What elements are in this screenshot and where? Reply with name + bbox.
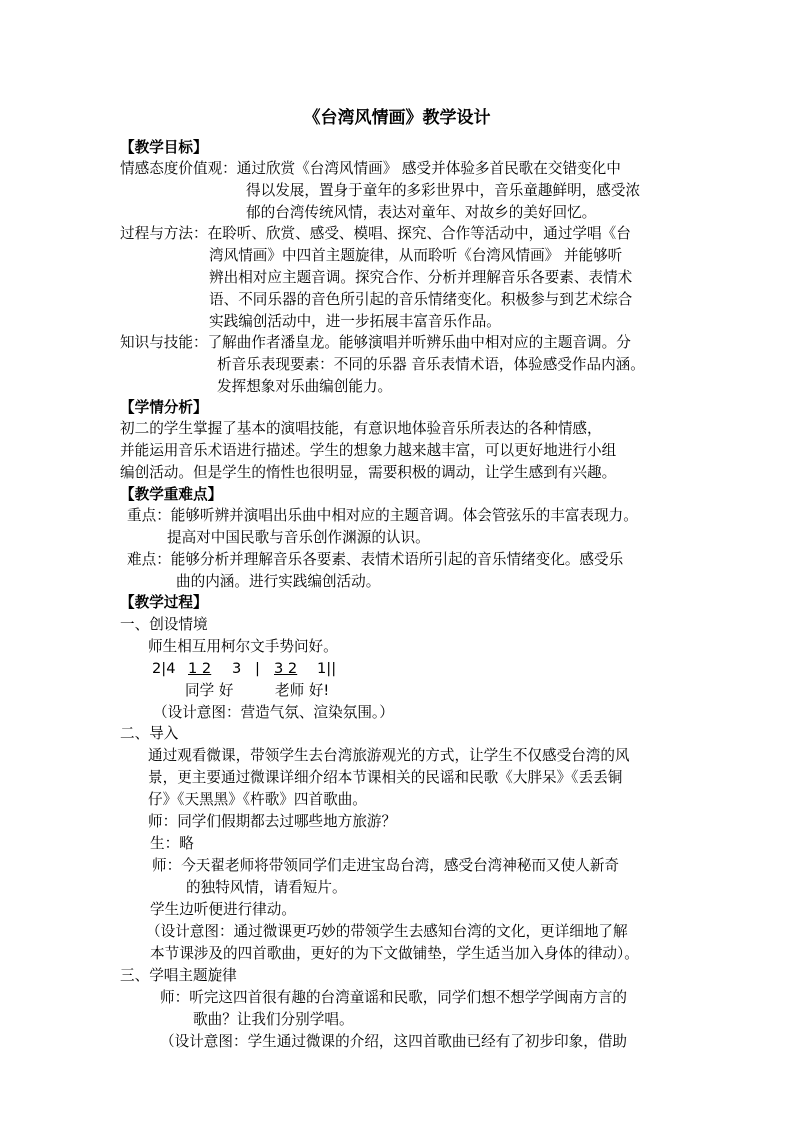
emotion-line: 郁的台湾传统风情，表达对童年、对故乡的美好回忆。 bbox=[246, 204, 597, 221]
emotion-line: 情感态度价值观：通过欣赏《台湾风情画》 感受并体验多首民歌在交错变化中 bbox=[120, 160, 621, 177]
intro-line: 仔》《天黑黑》《杵歌》四首歌曲。 bbox=[148, 791, 367, 808]
process-line: 过程与方法：在聆听、欣赏、感受、模唱、探究、合作等活动中，通过学唱《台 bbox=[120, 225, 631, 242]
difficult-point-line: 曲的内涵。进行实践编创活动。 bbox=[176, 573, 381, 590]
process-line: 湾风情画》中四首主题旋律，从而聆听《台湾风情画》 并能够听 bbox=[209, 247, 623, 264]
lyric: 老师 好! bbox=[275, 682, 330, 699]
time-signature: 2|4 bbox=[152, 660, 176, 677]
difficult-point-line: 难点：能够分析并理解音乐各要素、表情术语所引起的音乐情绪变化。感受乐 bbox=[127, 551, 624, 568]
keypoints-heading: 【教学重难点】 bbox=[120, 486, 223, 503]
knowledge-line: 发挥想象对乐曲编创能力。 bbox=[217, 378, 393, 395]
greeting-line: 师生相互用柯尔文手势问好。 bbox=[148, 638, 338, 655]
objectives-heading: 【教学目标】 bbox=[120, 139, 208, 156]
intro-line: 景，更主要通过微课详细介绍本节课相关的民谣和民歌《大胖呆》《丢丢铜 bbox=[148, 769, 623, 786]
student-activity: 学生边听便进行律动。 bbox=[150, 901, 296, 918]
teacher-line: 师：今天翟老师将带领同学们走进宝岛台湾，感受台湾神秘而又使人新奇 bbox=[152, 857, 620, 874]
key-point-line: 提高对中国民歌与音乐创作渊源的认识。 bbox=[167, 529, 430, 546]
knowledge-line: 析音乐表现要素：不同的乐器 音乐表情术语，体验感受作品内涵。 bbox=[217, 356, 645, 373]
barline: | bbox=[255, 660, 260, 677]
note-group: 3 2 bbox=[274, 660, 298, 677]
knowledge-line: 知识与技能：了解曲作者潘皇龙。能够演唱并听辨乐曲中相对应的主题音调。分 bbox=[120, 334, 631, 351]
lyric: 同学 好 bbox=[185, 682, 234, 699]
student-answer: 生：略 bbox=[150, 835, 194, 852]
process-line: 实践编创活动中，进一步拓展丰富音乐作品。 bbox=[209, 313, 501, 330]
design-intent: （设计意图：营造气氛、渲染氛围。） bbox=[153, 704, 394, 721]
design-intent: （设计意图：学生通过微课的介绍，这四首歌曲已经有了初步印象，借助 bbox=[160, 1033, 628, 1050]
analysis-line: 编创活动。但是学生的惰性也很明显，需要积极的调动，让学生感到有兴趣。 bbox=[120, 464, 617, 481]
music-notation bbox=[152, 658, 352, 679]
section-title: 二、导入 bbox=[120, 725, 179, 742]
design-intent: 本节课涉及的四首歌曲，更好的为下文做铺垫，学生适当加入身体的律动）。 bbox=[150, 945, 639, 962]
intro-line: 通过观看微课，带领学生去台湾旅游观光的方式，让学生不仅感受台湾的风 bbox=[148, 747, 630, 764]
analysis-heading: 【学情分析】 bbox=[120, 399, 208, 416]
key-point-line: 重点：能够听辨并演唱出乐曲中相对应的主题音调。体会管弦乐的丰富表现力。 bbox=[127, 507, 638, 524]
teacher-line: 歌曲？让我们分别学唱。 bbox=[193, 1011, 354, 1028]
analysis-line: 初二的学生掌握了基本的演唱技能，有意识地体验音乐所表达的各种情感， bbox=[120, 420, 602, 437]
analysis-line: 并能运用音乐术语进行描述。学生的想象力越来越丰富，可以更好地进行小组 bbox=[120, 442, 617, 459]
procedure-heading: 【教学过程】 bbox=[120, 594, 208, 611]
note-final: 1|| bbox=[317, 660, 337, 677]
emotion-line: 得以发展，置身于童年的多彩世界中，音乐童趣鲜明，感受浓 bbox=[246, 182, 641, 199]
teacher-question: 师：同学们假期都去过哪些地方旅游？ bbox=[148, 813, 397, 830]
note-group: 1 2 bbox=[188, 660, 212, 677]
section-title: 三、学唱主题旋律 bbox=[120, 967, 237, 984]
teacher-line: 师：听完这四首很有趣的台湾童谣和民歌，同学们想不想学学闽南方言的 bbox=[160, 989, 628, 1006]
document-title: 《台湾风情画》教学设计 bbox=[303, 108, 491, 128]
section-title: 一、创设情境 bbox=[120, 616, 208, 633]
process-line: 语、不同乐器的音色所引起的音乐情绪变化。积极参与到艺术综合 bbox=[209, 291, 633, 308]
design-intent: （设计意图：通过微课更巧妙的带领学生去感知台湾的文化，更详细地了解 bbox=[146, 923, 628, 940]
teacher-line: 的独特风情，请看短片。 bbox=[186, 879, 347, 896]
process-line: 辨出相对应主题音调。探究合作、分析并理解音乐各要素、表情术 bbox=[209, 269, 633, 286]
note: 3 bbox=[232, 660, 242, 677]
